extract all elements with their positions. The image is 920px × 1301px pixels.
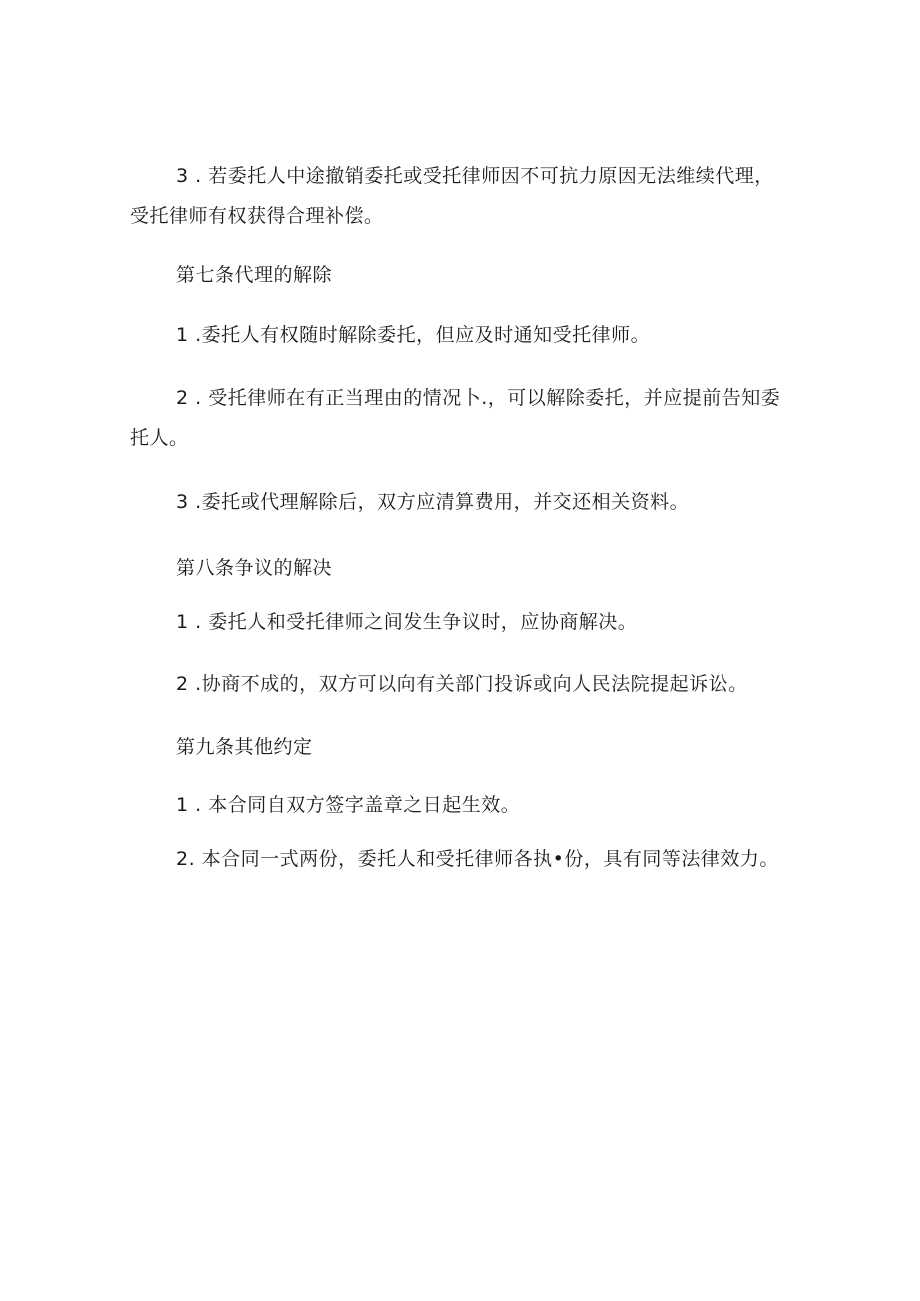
clause-9-item-1: 1 . 本合同自双方签字盖章之日起生效。 (176, 794, 521, 816)
clause-6-item-3: 3 . 若委托人中途撤销委托或受托律师因不可抗力原因无法维续代理，受托律师有权获得合理补偿。 (130, 165, 774, 227)
article-7-heading: 第七条代理的解除 (176, 264, 333, 286)
clause-8-item-2: 2 .协商不成的，双方可以向有关部门投诉或向人民法院提起诉讼。 (176, 673, 748, 695)
clause-9-item-2: 2. 本合同一式两份，委托人和受托律师各执•份，具有同等法律效力。 (176, 848, 779, 870)
clause-8-item-1: 1 . 委托人和受托律师之间发生争议时，应协商解决。 (176, 611, 638, 633)
clause-7-item-3: 3 .委托或代理解除后，双方应清算费用，并交还相关资料。 (176, 491, 690, 513)
clause-7-item-1: 1 .委托人有权随时解除委托，但应及时通知受托律师。 (176, 324, 651, 346)
clause-7-item-2: 2 . 受托律师在有正当理由的情况卜.，可以解除委托，并应提前告知委托人。 (130, 387, 781, 449)
article-9-heading: 第九条其他约定 (176, 736, 313, 758)
article-8-heading: 第八条争议的解决 (176, 557, 333, 579)
